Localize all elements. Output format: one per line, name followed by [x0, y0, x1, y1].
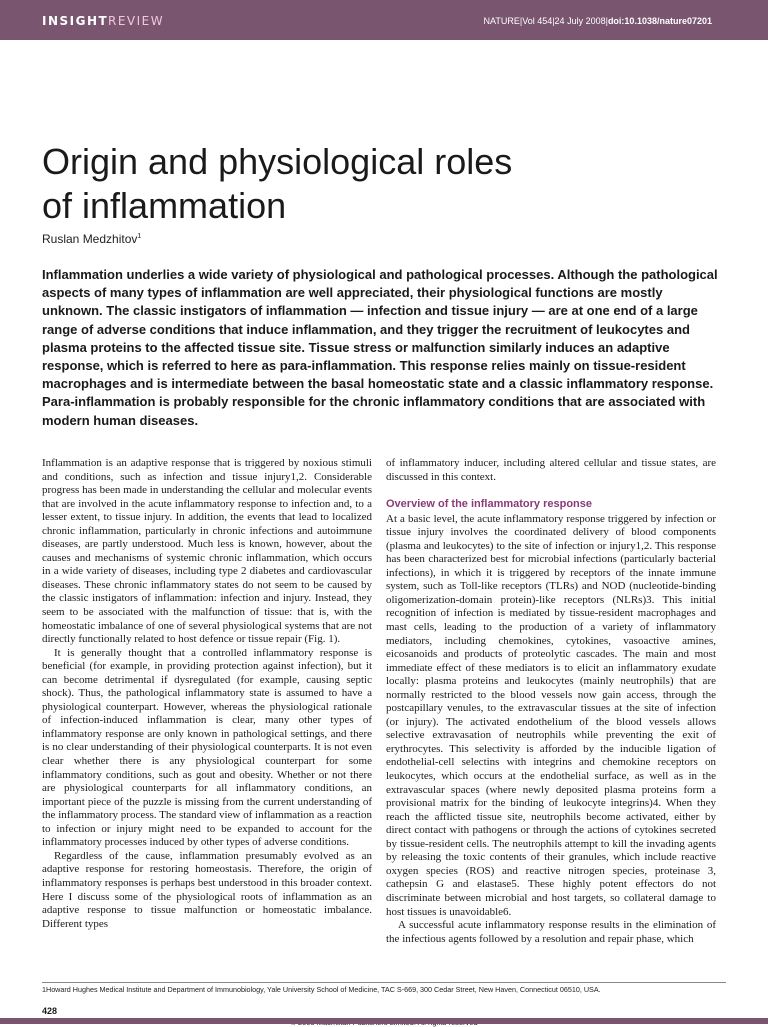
doi-link[interactable]: doi:10.1038/nature07201	[607, 16, 712, 26]
paragraph: Inflammation is an adaptive response that is triggered by noxious stimuli and conditions, such as infection and tissue injury1,2. Considerable progress has been made in understanding the cellular and molecular events that are involved in the acute inflammatory response to infection and, to a lesser extent, to tissue injury. In addition, the events that lead to localized chronic inflammation, particularly in chronic infections and autoimmune diseases, are partly understood. Much less is known, however, about the causes and mechanisms of systemic chronic inflammation, which occurs in a wide variety of diseases, including type 2 diabetes and cardiovascular diseases. These chronic inflammatory states do not seem to be caused by the classic instigators of inflammation: infection and injury. Instead, they seem to be associated with the malfunction of tissue: that is, with the homeostatic imbalance of one of several physiological systems that are not directly functionally related to host defence or tissue repair (Fig. 1).	[42, 457, 372, 646]
footnote-divider	[42, 982, 726, 983]
journal-citation	[484, 16, 712, 26]
journal-info: NATURE|Vol 454|24 July 2008|	[483, 16, 608, 26]
paragraph: It is generally thought that a controlled inflammatory response is beneficial (for example, in providing protection against infection), but it can become detrimental if dysregulated (for example, causing septic shock). Thus, the pathological inflammatory state is assumed to have a physiological counterpart. However, whereas the physiological rationale of infection-induced inflammation is clear, many other types of inflammatory response are only known in pathological settings, and there is no clear understanding of their physiological counterparts. It is not even clear whether there is any physiological counterpart for some inflammatory conditions, such as gout and obesity. Whether or not there are physiological counterparts for all inflammatory conditions, an important piece of the puzzle is missing from the current understanding of the inflammatory process. The standard view of inflammation as a reaction to infection or injury might need to be expanded to account for the inflammatory processes induced by other types of adverse conditions.	[42, 646, 372, 849]
article-title	[42, 140, 642, 228]
author-line	[42, 232, 141, 246]
section-label: INSIGHT	[42, 14, 109, 28]
title-line-1: Origin and physiological roles	[42, 141, 513, 182]
author-affiliation-mark: 1	[137, 233, 142, 240]
title-line-2: of inflammation	[42, 185, 287, 226]
affiliation-footnote: 1Howard Hughes Medical Institute and Department of Immunobiology, Yale University School of Medicine, TAC S-669, 300 Cedar Street, New Haven, Connecticut 06510, USA.	[42, 985, 601, 994]
body-column-left	[42, 457, 372, 931]
footer-bar	[0, 1018, 768, 1024]
section-heading: Overview of the inflammatory response	[386, 498, 593, 511]
paragraph: Regardless of the cause, inflammation presumably evolved as an adaptive response for restoring homeostasis. Therefore, the origin of inflammatory responses is perhaps best understood in this broader context. Here I discuss some of the physiological roots of inflammation as an adaptive response to tissue malfunction or homeostatic imbalance. Different types	[42, 849, 372, 930]
paragraph: of inflammatory inducer, including altered cellular and tissue states, are discussed in this context.	[386, 457, 716, 483]
paragraph: At a basic level, the acute inflammatory response triggered by infection or tissue injury involves the coordinated delivery of blood components (plasma and leukocytes) to the site of infection or injury1,2. This response has been characterized best for microbial infections (particularly bacterial infections), in which it is triggered by receptors of the innate immune system, such as Toll-like receptors (TLRs) and NOD (nucleotide-binding oligomerization-domain protein)-like receptors (NLRs)3. This initial recognition of infection is mediated by tissue-resident macrophages and mast cells, leading to the production of a variety of inflammatory mediators, including chemokines, cytokines, vasoactive amines, eicosanoids and products of proteolytic cascades. The main and most immediate effect of these mediators is to elicit an inflammatory exudate locally: plasma proteins and leukocytes (mainly neutrophils) that are normally restricted to the blood vessels now gain access, through the postcapillary venules, to the extravascular tissues at the site of infection (or injury). The activated endothelium of the blood vessels allows selective extravasation of neutrophils while preventing the exit of erythrocytes. This selectivity is afforded by the inducible ligation of endothelial-cell selectins with integrins and chemokine receptors on leukocytes, which occurs at the endothelial surface, as well as in the extravascular spaces (where newly deposited plasma proteins form a provisional matrix for the binding of leukocyte integrins)4. When they reach the afflicted tissue site, neutrophils become activated, either by direct contact with pathogens or through the actions of cytokines secreted by tissue-resident cells. The neutrophils attempt to kill the invading agents by releasing the toxic contents of their granules, which include reactive oxygen species (ROS) and reactive nitrogen species, proteinase 3, cathepsin G and elastase5. These highly potent effectors do not discriminate between microbial and host targets, so collateral damage to host tissues is unavoidable6.	[386, 512, 716, 918]
author-name: Ruslan Medzhitov	[42, 232, 138, 246]
body-column-right	[386, 457, 716, 946]
page-number: 428	[42, 1006, 58, 1016]
abstract: Inflammation underlies a wide variety of physiological and pathological processes. Although the pathological aspects of many types of inflammation are well appreciated, their physiological functions are mostly unknown. The classic instigators of inflammation — infection and tissue injury — are at one end of a large range of adverse conditions that induce inflammation, and they trigger the recruitment of leukocytes and plasma proteins to the affected tissue site. Tissue stress or malfunction similarly induces an adaptive response, which is referred to here as para-inflammation. This response relies mainly on tissue-resident macrophages and is intermediate between the basal homeostatic state and a classic inflammatory response. Para-inflammation is probably responsible for the chronic inflammatory conditions that are associated with modern human diseases.	[42, 267, 718, 428]
subsection-label: REVIEW	[108, 14, 165, 28]
paragraph: A successful acute inflammatory response results in the elimination of the infectious agents followed by a resolution and repair phase, which	[386, 919, 716, 945]
